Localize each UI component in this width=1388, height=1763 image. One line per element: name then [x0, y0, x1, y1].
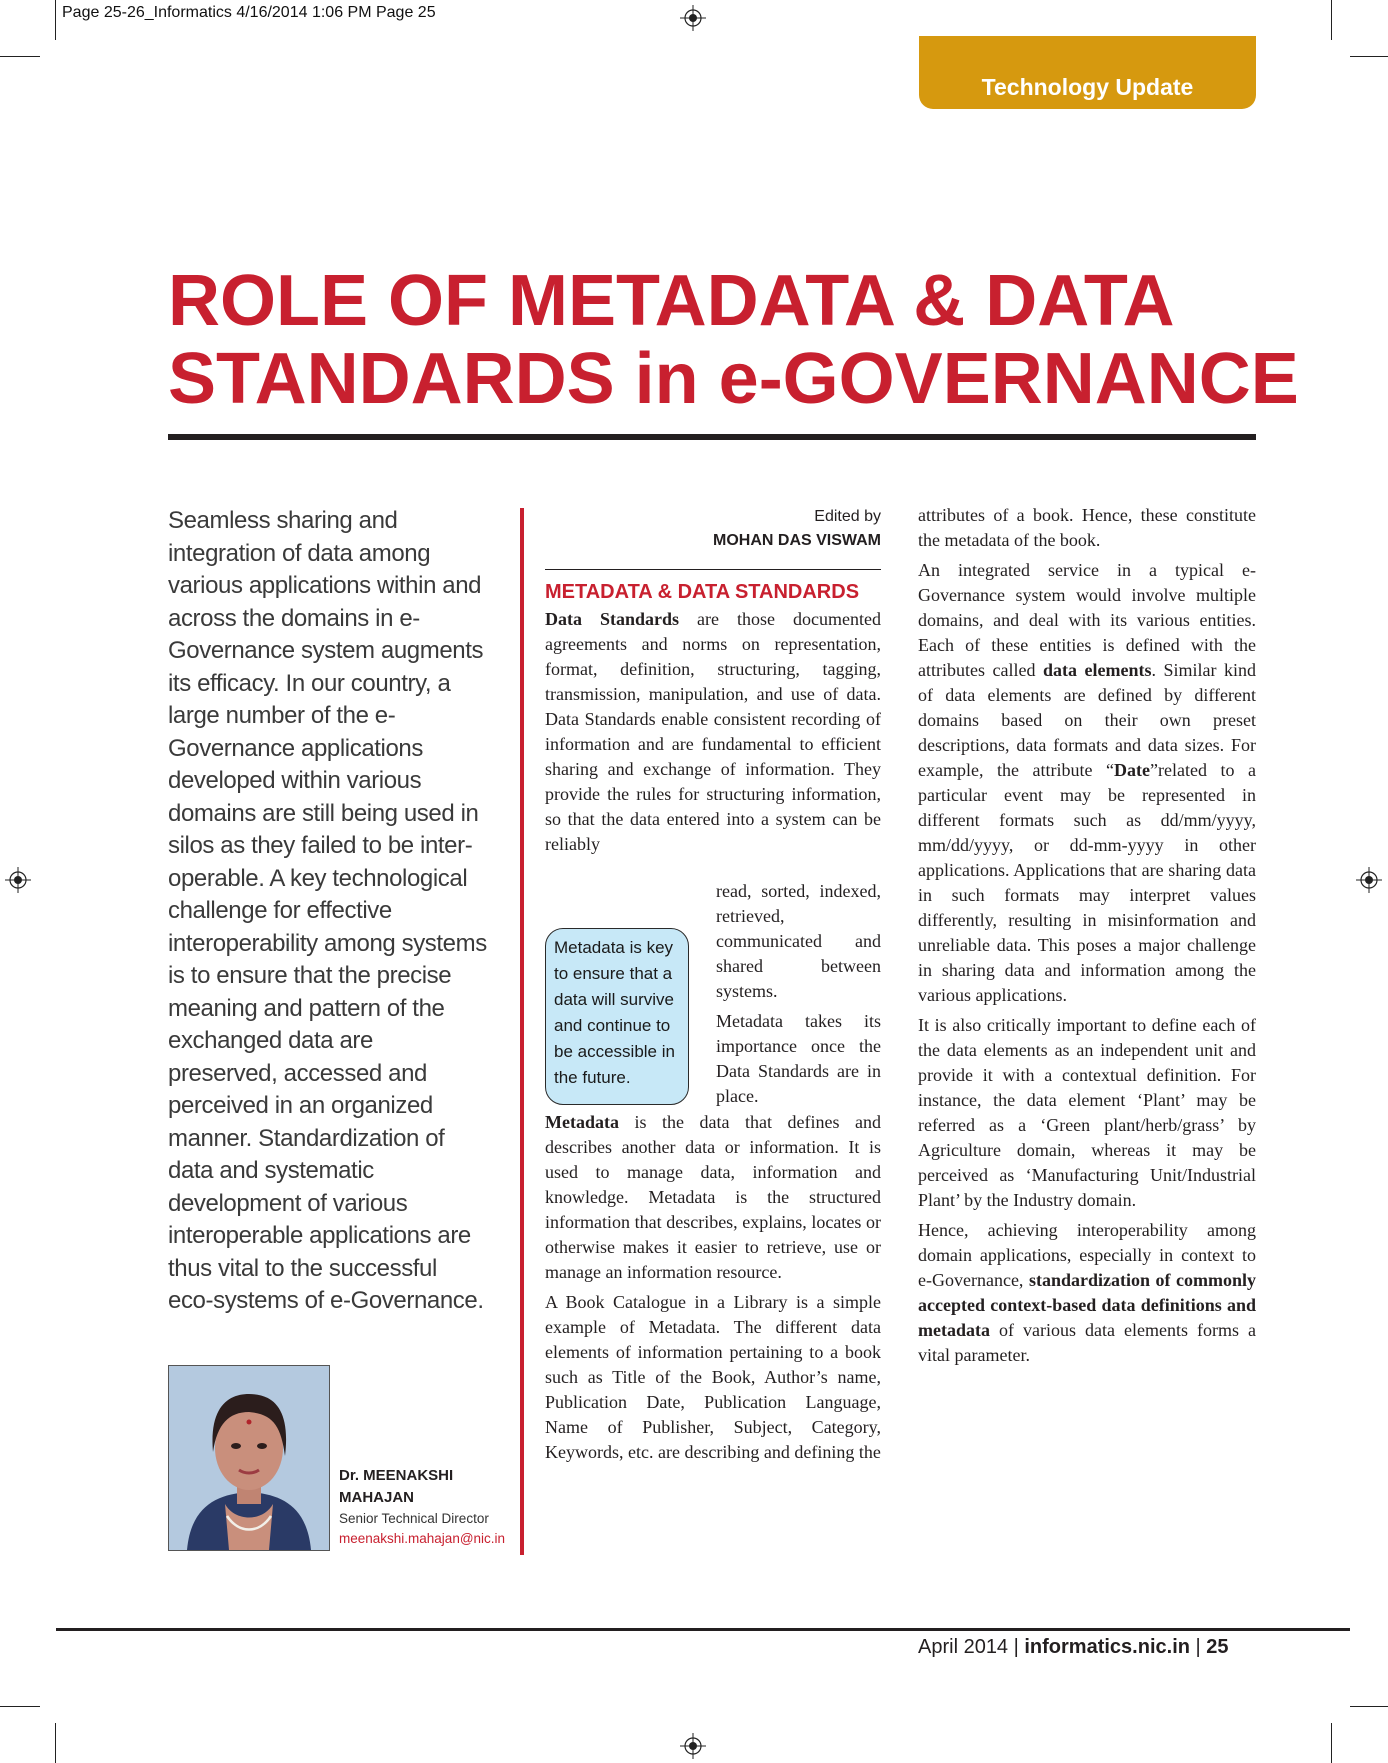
crop-mark	[1331, 1723, 1332, 1763]
term-metadata: Metadata	[545, 1112, 619, 1132]
article-headline	[168, 261, 1299, 419]
footer-site[interactable]: informatics.nic.in	[1024, 1636, 1190, 1658]
data-standards-paragraph	[545, 607, 881, 857]
term-date: Date	[1114, 760, 1150, 780]
metadata-importance-paragraph: Metadata takes its importance once the Data Standards are in place.	[716, 1011, 881, 1106]
footer-date: April 2014	[918, 1636, 1009, 1658]
contextual-definition-paragraph: It is also critically important to define each of the data elements as an independent unit and provide it with a contextual definition. For instance, the data element ‘Plant’ may be referred as a ‘Green plant/herb/grass’ by Agriculture domain, whereas it may be perceived as ‘Manufacturing Unit/Industrial Plant’ by the Industry domain.	[918, 1015, 1256, 1210]
paragraph-text: Hence, achieving interoperability among domain applications, especially in context to e-Governance,	[918, 1220, 1256, 1290]
headline-rule	[168, 434, 1256, 440]
pull-quote-callout: Metadata is key to ensure that a data will survive and continue to be accessible in the future.	[545, 928, 689, 1105]
term-data-elements: data elements	[1042, 660, 1152, 680]
headline-line-1: ROLE OF METADATA & DATA	[168, 261, 1175, 341]
right-column	[918, 503, 1256, 1373]
registration-mark-icon	[680, 1733, 706, 1759]
section-heading: METADATA & DATA STANDARDS	[545, 581, 860, 603]
term-data-standards: Data Standards	[545, 609, 680, 629]
author-portrait-icon	[169, 1366, 329, 1550]
intro-text: Seamless sharing and integration of data among various applications within and across the domains in e-Governance system augments its efficacy. In our country, a large number of the e-Governance applications developed within various domains are still being used in silos as they failed to be inter-operable. A key technological challenge for effective interoperability among systems is to ensure that the precise meaning and pattern of the exchanged data are preserved, accessed and perceived in an organized manner. Standardization of data and systematic development of various interoperable applications are thus vital to the successful eco-systems of e-Governance.	[168, 507, 487, 1314]
term-standardization: standardization of commonly accepted context-based data definitions and metadata	[918, 1270, 1257, 1340]
crop-mark	[0, 56, 40, 57]
edited-by-label: Edited by	[814, 508, 881, 525]
author-title: Senior Technical Director	[339, 1511, 489, 1526]
paragraph-text: . Similar kind of data elements are defined by different domains based on their own preset descriptions, data formats and data sizes. For example, the attribute “	[918, 660, 1257, 780]
author-name: Dr. MEENAKSHI MAHAJAN	[339, 1467, 454, 1506]
editor-rule	[545, 569, 881, 570]
footer-rule	[56, 1628, 1350, 1631]
editor-credit	[545, 505, 881, 553]
page-footer: April 2014 | informatics.nic.in | 25	[918, 1636, 1229, 1658]
book-attributes-paragraph: attributes of a book. Hence, these constitute the metadata of the book.	[918, 505, 1256, 550]
headline-line-2: STANDARDS in e-GOVERNANCE	[168, 339, 1299, 419]
paragraph-continuation: read, sorted, indexed, retrieved, communicated and shared between systems.	[716, 881, 881, 1001]
paragraph-text: An integrated service in a typical e-Governance system would involve multiple domains, and deal with its various entities. Each of these entities is defined with the attributes called	[918, 560, 1256, 680]
paragraph-text: are those documented agreements and norms on representation, format, definition, structuring, tagging, transmission, manipulation, and use of data. Data Standards enable consistent recording of information and are fundamental to efficient sharing and exchange of information. They provide the rules for structuring information, so that the data entered into a system can be reliably	[545, 609, 882, 854]
crop-mark	[55, 1723, 56, 1763]
book-catalogue-paragraph: A Book Catalogue in a Library is a simple example of Metadata. The different data elements of information pertaining to a book such as Title of the Book, Author’s name, Publication Date, Publication Language, Name of Publisher, Subject, Category, Keywords, etc. are describing and defining the	[545, 1292, 881, 1462]
metadata-definition-paragraph	[545, 1110, 881, 1285]
page-number: 25	[1206, 1636, 1229, 1658]
column-divider	[520, 508, 524, 1555]
paragraph-text: ”related to a particular event may be represented in different formats such as dd/mm/yyyy, mm/dd/yyyy, or dd-mm-yyyy in other applications. Applications that are sharing data in such formats may interpret values differently, resulting in misinformation and unreliable data. This poses a major challenge in sharing data and information among the various applications.	[918, 760, 1256, 1005]
registration-mark-icon	[680, 5, 706, 31]
crop-mark	[55, 0, 56, 40]
wrapped-text	[716, 879, 881, 1114]
print-slug: Page 25-26_Informatics 4/16/2014 1:06 PM Page 25	[62, 4, 436, 21]
crop-mark	[1331, 0, 1332, 40]
section-tag-label: Technology Update	[981, 74, 1194, 100]
registration-mark-icon	[5, 867, 31, 893]
author-email-link[interactable]: meenakshi.mahajan@nic.in	[339, 1531, 506, 1546]
registration-mark-icon	[1356, 867, 1382, 893]
body-paragraph	[545, 1110, 881, 1470]
paragraph-text: is the data that defines and describes another data or information. It is used to manage data, information and knowledge. Metadata is the structured information that describes, explains, locates or otherwise makes it easier to retrieve, use or manage an information resource.	[545, 1112, 881, 1282]
crop-mark	[0, 1706, 40, 1707]
interoperability-paragraph	[918, 1218, 1256, 1368]
editor-name: MOHAN DAS VISWAM	[713, 532, 881, 549]
crop-mark	[1350, 1706, 1388, 1707]
section-tag	[919, 36, 1256, 109]
body-paragraph	[545, 607, 881, 862]
paragraph-text: of various data elements forms a vital parameter.	[918, 1320, 1256, 1365]
crop-mark	[1350, 56, 1388, 57]
integrated-service-paragraph	[918, 558, 1256, 1008]
author-photo	[168, 1365, 330, 1551]
